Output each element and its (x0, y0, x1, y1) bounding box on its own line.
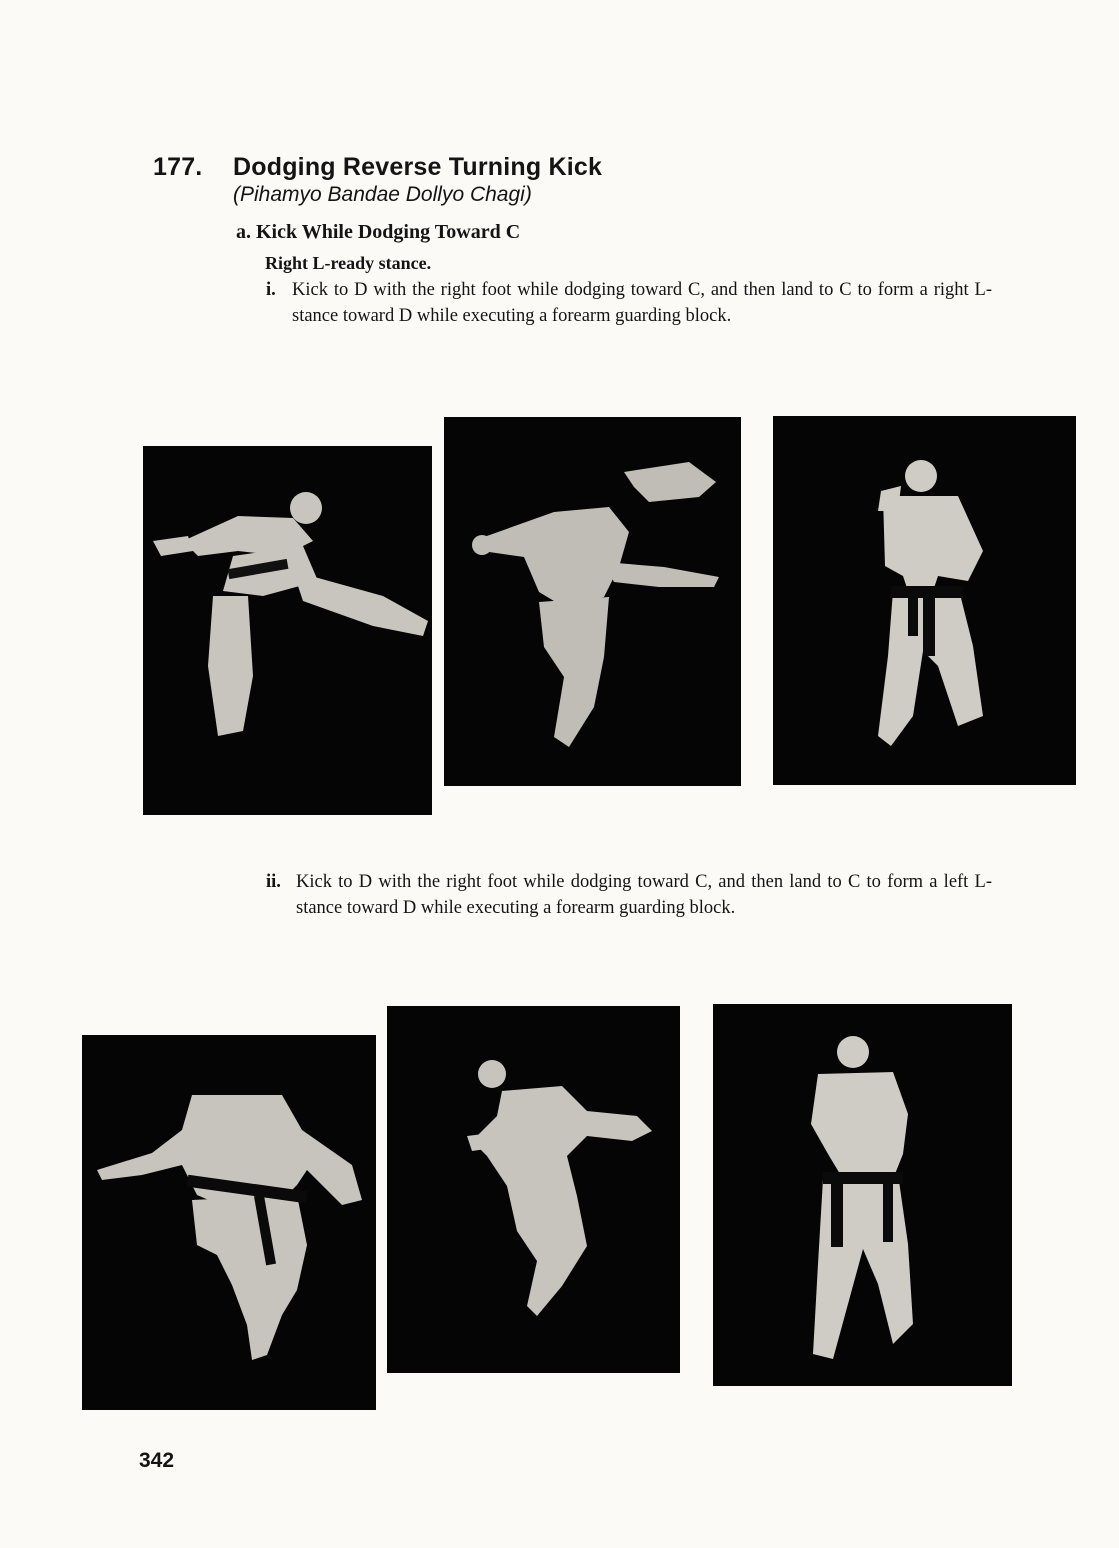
section-number: 177. (153, 153, 203, 181)
step-marker: i. (266, 280, 276, 300)
step-text: Kick to D with the right foot while dodging toward C, and then land to C to form a right L-stance toward D while executing a forearm guarding block. (292, 280, 992, 326)
ready-stance: Right L-ready stance. (265, 253, 432, 273)
photo-landing-l-stance (773, 416, 1076, 785)
section-heading (153, 152, 602, 182)
photo-kick-turning (444, 417, 741, 786)
step-text: Kick to D with the right foot while dodging toward C, and then land to C to form a left L-stance toward D while executing a forearm guarding block. (296, 872, 992, 918)
step-i (266, 277, 992, 329)
page-number: 342 (139, 1449, 175, 1472)
photo-dodge-turn-back (82, 1035, 376, 1410)
photo-kick-airborne (143, 446, 432, 815)
section-title: Dodging Reverse Turning Kick (233, 153, 603, 181)
step-ii (266, 869, 992, 921)
subsection-title: a. Kick While Dodging Toward C (236, 221, 521, 243)
photo-landing-l-stance (713, 1004, 1012, 1386)
step-marker: ii. (266, 872, 281, 892)
section-subtitle: (Pihamyo Bandae Dollyo Chagi) (233, 183, 532, 206)
photo-kick-side (387, 1006, 680, 1373)
